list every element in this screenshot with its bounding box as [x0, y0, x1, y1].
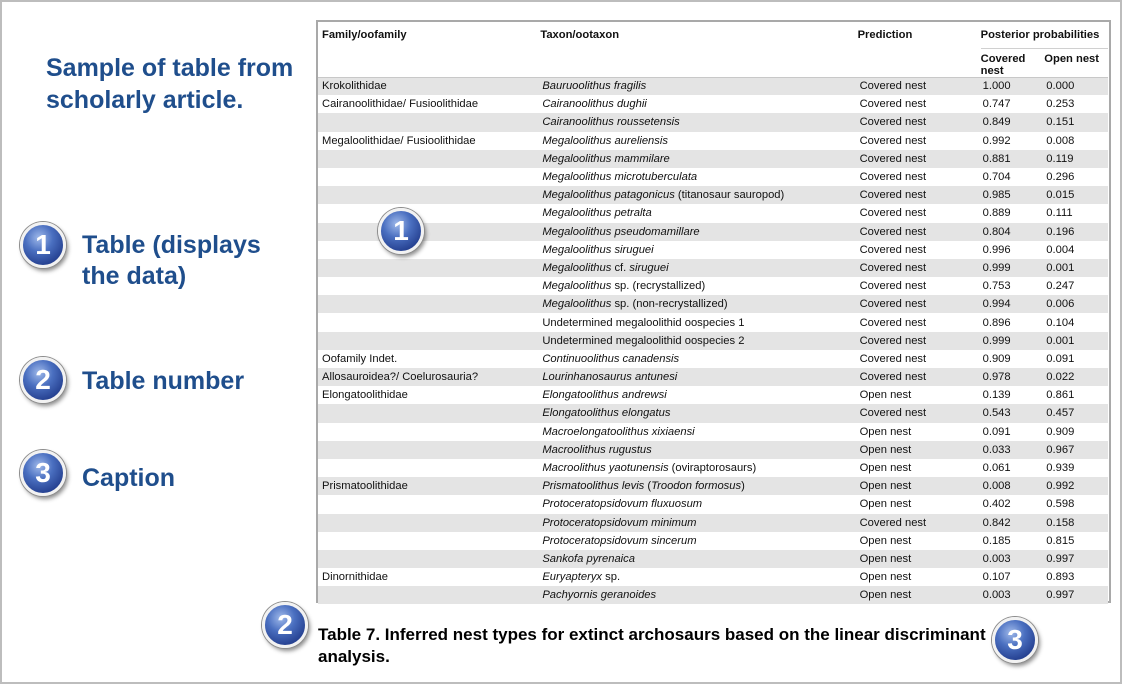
intro-heading: Sample of table from scholarly article.	[46, 54, 294, 114]
cell-taxon	[540, 386, 857, 404]
cell-family	[318, 404, 540, 422]
table-row	[318, 132, 1108, 150]
cell-family: Megaloolithidae/ Fusioolithidae	[322, 134, 476, 147]
cell-family: Oofamily Indet.	[322, 352, 398, 365]
cell-prediction: Covered nest	[859, 134, 927, 147]
cell-covered-prob: 0.889	[982, 207, 1011, 220]
table-row	[318, 423, 1108, 441]
table-badge-1: 1	[378, 208, 424, 254]
cell-open-prob: 0.815	[1046, 534, 1075, 547]
cell-open-prob: 0.008	[1046, 134, 1075, 147]
legend-label-table-number: Table number	[82, 367, 245, 395]
cell-taxon	[540, 459, 857, 477]
table-row	[318, 386, 1108, 404]
header-open-nest: Open nest	[1044, 48, 1108, 77]
cell-taxon	[540, 368, 857, 386]
cell-taxon	[540, 95, 857, 113]
table-row	[318, 204, 1108, 222]
cell-taxon	[540, 332, 857, 350]
taxon-text: Megaloolithus microtuberculata	[542, 171, 698, 184]
cell-family	[318, 550, 540, 568]
cell-prediction: Covered nest	[859, 280, 927, 293]
cell-prediction: Covered nest	[859, 261, 927, 274]
cell-family	[318, 186, 540, 204]
cell-covered-prob: 0.978	[982, 371, 1011, 384]
cell-covered-prob: 0.842	[982, 516, 1011, 529]
taxon-text: Protoceratopsidovum sincerum	[542, 534, 697, 547]
cell-taxon	[540, 350, 857, 368]
cell-prediction: Covered nest	[859, 152, 927, 165]
cell-taxon	[540, 186, 857, 204]
cell-taxon	[540, 423, 857, 441]
cell-family: Allosauroidea?/ Coelurosauria?	[322, 371, 479, 384]
table-row	[318, 95, 1108, 113]
taxon-text: Megaloolithus	[542, 280, 612, 293]
cell-taxon	[540, 132, 857, 150]
taxon-text: Cairanoolithus dughii	[542, 98, 647, 111]
header-posterior: Posterior probabilities	[980, 29, 1100, 41]
table-row	[318, 568, 1108, 586]
cell-taxon	[540, 295, 857, 313]
cell-open-prob: 0.015	[1046, 189, 1075, 202]
cell-open-prob: 0.119	[1046, 152, 1074, 165]
legend-label-caption: Caption	[82, 464, 176, 492]
cell-family	[318, 423, 540, 441]
data-table-container	[316, 20, 1111, 603]
cell-family	[318, 204, 540, 222]
cell-family	[318, 150, 540, 168]
cell-family	[318, 223, 540, 241]
cell-prediction: Covered nest	[858, 77, 981, 95]
cell-covered-prob: 0.033	[982, 443, 1011, 456]
cell-taxon	[540, 441, 857, 459]
taxon-text: Euryapteryx	[542, 571, 603, 584]
table-row	[318, 477, 1108, 495]
taxon-text: Megaloolithus aureliensis	[542, 134, 668, 147]
cell-family	[318, 313, 540, 331]
caption-badge-2: 2	[262, 602, 308, 648]
cell-prediction: Open nest	[859, 498, 912, 511]
cell-covered-prob: 0.061	[982, 462, 1011, 475]
cell-family	[318, 332, 540, 350]
cell-family	[318, 259, 540, 277]
cell-prediction: Open nest	[859, 534, 912, 547]
cell-taxon	[540, 568, 857, 586]
table-row	[318, 514, 1108, 532]
cell-family	[318, 532, 540, 550]
cell-covered-prob: 0.753	[982, 280, 1011, 293]
taxon-text: Macroolithus yaotunensis	[542, 462, 669, 475]
cell-family	[318, 514, 540, 532]
taxon-text: Undetermined megaloolithid oospecies 1	[542, 316, 745, 329]
cell-covered-prob: 0.704	[982, 171, 1011, 184]
table-row	[318, 150, 1108, 168]
table-row	[318, 259, 1108, 277]
cell-family	[318, 277, 540, 295]
caption-badge-3: 3	[992, 617, 1038, 663]
taxon-text: Megaloolithus siruguei	[542, 243, 654, 256]
cell-open-prob: 0.022	[1046, 371, 1075, 384]
taxon-text: Protoceratopsidovum fluxuosum	[542, 498, 703, 511]
cell-covered-prob: 0.999	[982, 261, 1011, 274]
cell-prediction: Covered nest	[859, 316, 927, 329]
cell-prediction: Open nest	[859, 462, 912, 475]
cell-family	[318, 441, 540, 459]
cell-prediction: Covered nest	[859, 225, 927, 238]
table-row	[318, 223, 1108, 241]
taxon-text: sp.	[602, 571, 621, 584]
cell-prediction: Open nest	[859, 443, 912, 456]
cell-taxon	[540, 241, 857, 259]
cell-prediction: Open nest	[859, 552, 912, 565]
cell-taxon	[540, 150, 857, 168]
cell-open-prob: 0.861	[1046, 389, 1075, 402]
legend-label-table: Table (displays the data)	[82, 231, 261, 290]
cell-open-prob: 0.893	[1046, 571, 1075, 584]
cell-covered-prob: 0.881	[982, 152, 1011, 165]
cell-family: Dinornithidae	[322, 571, 388, 584]
cell-covered-prob: 0.543	[982, 407, 1011, 420]
cell-taxon	[540, 277, 857, 295]
cell-family: Prismatoolithidae	[322, 480, 408, 493]
cell-prediction: Covered nest	[859, 171, 927, 184]
cell-prediction: Covered nest	[859, 352, 927, 365]
data-table	[318, 22, 1108, 604]
cell-open-prob: 0.111	[1046, 207, 1073, 220]
cell-covered-prob: 0.185	[982, 534, 1011, 547]
cell-covered-prob: 0.849	[982, 116, 1011, 129]
taxon-text: Elongatoolithus elongatus	[542, 407, 671, 420]
table-row	[318, 113, 1108, 131]
taxon-text: sp. (recrystallized)	[611, 280, 706, 293]
cell-taxon	[540, 586, 857, 604]
table-row	[318, 404, 1108, 422]
taxon-text: Protoceratopsidovum minimum	[542, 516, 697, 529]
cell-covered-prob: 0.003	[982, 552, 1011, 565]
cell-prediction: Covered nest	[859, 516, 927, 529]
cell-covered-prob: 0.139	[982, 389, 1011, 402]
cell-taxon	[540, 223, 857, 241]
cell-open-prob: 0.939	[1046, 462, 1075, 475]
table-row	[318, 350, 1108, 368]
cell-prediction: Covered nest	[859, 243, 927, 256]
cell-open-prob: 0.247	[1046, 280, 1075, 293]
cell-taxon	[540, 495, 857, 513]
cell-covered-prob: 0.985	[982, 189, 1011, 202]
table-caption: Table 7. Inferred nest types for extinct archosaurs based on the linear discriminant analysis.	[318, 625, 986, 666]
taxon-text: Prismatoolithus levis	[542, 480, 645, 493]
taxon-text: cf.	[611, 261, 630, 274]
cell-prediction: Covered nest	[859, 334, 927, 347]
table-row	[318, 168, 1108, 186]
table-row	[318, 277, 1108, 295]
taxon-text: Macroelongatoolithus xixiaensi	[542, 425, 695, 438]
table-row	[318, 459, 1108, 477]
cell-open-prob: 0.992	[1046, 480, 1075, 493]
taxon-text: Troodon formosus	[651, 480, 742, 493]
table-row	[318, 368, 1108, 386]
cell-family: Krokolithidae	[318, 77, 540, 95]
cell-taxon	[540, 168, 857, 186]
cell-open-prob: 0.457	[1046, 407, 1075, 420]
taxon-text: (titanosaur sauropod)	[674, 189, 785, 202]
taxon-text: Pachyornis geranoides	[542, 589, 657, 602]
cell-family	[318, 459, 540, 477]
header-taxon: Taxon/ootaxon	[540, 29, 620, 41]
cell-covered-prob: 1.000	[981, 77, 1045, 95]
cell-family	[318, 495, 540, 513]
cell-taxon	[540, 550, 857, 568]
cell-open-prob: 0.158	[1046, 516, 1075, 529]
cell-open-prob: 0.091	[1046, 352, 1075, 365]
taxon-text: Megaloolithus petralta	[542, 207, 652, 220]
table-row	[318, 532, 1108, 550]
cell-prediction: Open nest	[859, 589, 912, 602]
taxon-text: Megaloolithus patagonicus	[542, 189, 675, 202]
cell-covered-prob: 0.107	[982, 571, 1011, 584]
cell-family	[318, 113, 540, 131]
taxon-text: Bauruoolithus fragilis	[542, 80, 647, 93]
taxon-text: Continuoolithus canadensis	[542, 352, 680, 365]
cell-prediction: Open nest	[859, 389, 912, 402]
cell-taxon	[540, 313, 857, 331]
cell-open-prob: 0.196	[1046, 225, 1075, 238]
cell-prediction: Open nest	[859, 425, 912, 438]
cell-open-prob: 0.598	[1046, 498, 1075, 511]
taxon-text: Elongatoolithus andrewsi	[542, 389, 667, 402]
cell-family	[318, 586, 540, 604]
cell-prediction: Covered nest	[859, 298, 927, 311]
taxon-text: Macroolithus rugustus	[542, 443, 652, 456]
taxon-text: siruguei	[629, 261, 669, 274]
cell-taxon	[540, 477, 857, 495]
table-row	[318, 332, 1108, 350]
cell-covered-prob: 0.992	[982, 134, 1011, 147]
cell-covered-prob: 0.008	[982, 480, 1011, 493]
table-row	[318, 186, 1108, 204]
legend-badge-1: 1	[20, 222, 66, 268]
cell-prediction: Open nest	[859, 571, 912, 584]
cell-covered-prob: 0.994	[982, 298, 1011, 311]
taxon-text: (oviraptorosaurs)	[668, 462, 757, 475]
cell-prediction: Covered nest	[859, 407, 927, 420]
cell-covered-prob: 0.996	[982, 243, 1011, 256]
table-row	[318, 241, 1108, 259]
taxon-text: (	[644, 480, 652, 493]
cell-open-prob: 0.909	[1046, 425, 1075, 438]
table-row	[318, 313, 1108, 331]
table-body	[318, 77, 1108, 604]
table-row	[318, 441, 1108, 459]
header-family: Family/oofamily	[322, 29, 407, 41]
cell-covered-prob: 0.999	[982, 334, 1011, 347]
cell-open-prob: 0.967	[1046, 443, 1075, 456]
taxon-text: Megaloolithus pseudomamillare	[542, 225, 700, 238]
cell-covered-prob: 0.402	[982, 498, 1011, 511]
taxon-text: Megaloolithus	[542, 298, 612, 311]
legend-badge-3: 3	[20, 450, 66, 496]
table-row	[318, 77, 1108, 95]
cell-covered-prob: 0.896	[982, 316, 1011, 329]
cell-taxon	[540, 77, 857, 95]
taxon-text: sp. (non-recrystallized)	[611, 298, 728, 311]
cell-family	[318, 168, 540, 186]
taxon-text: Lourinhanosaurus antunesi	[542, 371, 678, 384]
cell-open-prob: 0.006	[1046, 298, 1075, 311]
cell-taxon	[540, 514, 857, 532]
cell-taxon	[540, 404, 857, 422]
cell-prediction: Covered nest	[859, 189, 927, 202]
table-row	[318, 495, 1108, 513]
header-prediction: Prediction	[857, 29, 913, 41]
cell-open-prob: 0.997	[1046, 589, 1075, 602]
table-row	[318, 586, 1108, 604]
cell-family: Elongatoolithidae	[322, 389, 408, 402]
cell-open-prob: 0.253	[1046, 98, 1075, 111]
cell-covered-prob: 0.747	[982, 98, 1011, 111]
taxon-text: Undetermined megaloolithid oospecies 2	[542, 334, 745, 347]
cell-open-prob: 0.997	[1046, 552, 1075, 565]
legend-badge-2: 2	[20, 357, 66, 403]
cell-open-prob: 0.001	[1046, 334, 1075, 347]
cell-covered-prob: 0.909	[982, 352, 1011, 365]
cell-open-prob: 0.151	[1046, 116, 1075, 129]
taxon-text: Megaloolithus mammilare	[542, 152, 670, 165]
cell-prediction: Covered nest	[859, 207, 927, 220]
cell-prediction: Covered nest	[859, 116, 927, 129]
table-row	[318, 550, 1108, 568]
table-row	[318, 295, 1108, 313]
cell-covered-prob: 0.091	[982, 425, 1011, 438]
cell-taxon	[540, 532, 857, 550]
cell-open-prob: 0.004	[1046, 243, 1075, 256]
cell-covered-prob: 0.804	[982, 225, 1011, 238]
cell-prediction: Covered nest	[859, 98, 927, 111]
cell-open-prob: 0.296	[1046, 171, 1075, 184]
cell-open-prob: 0.000	[1044, 77, 1108, 95]
taxon-text: Cairanoolithus roussetensis	[542, 116, 680, 129]
header-covered-nest: Covered nest	[981, 48, 1045, 77]
taxon-text: Megaloolithus	[542, 261, 612, 274]
cell-prediction: Covered nest	[859, 371, 927, 384]
cell-prediction: Open nest	[859, 480, 912, 493]
cell-open-prob: 0.001	[1046, 261, 1075, 274]
cell-family	[318, 241, 540, 259]
cell-taxon	[540, 204, 857, 222]
cell-family	[318, 295, 540, 313]
cell-family: Cairanoolithidae/ Fusioolithidae	[322, 98, 479, 111]
taxon-text: )	[741, 480, 745, 493]
cell-taxon	[540, 113, 857, 131]
taxon-text: Sankofa pyrenaica	[542, 552, 635, 565]
cell-open-prob: 0.104	[1046, 316, 1075, 329]
cell-covered-prob: 0.003	[982, 589, 1011, 602]
cell-taxon	[540, 259, 857, 277]
